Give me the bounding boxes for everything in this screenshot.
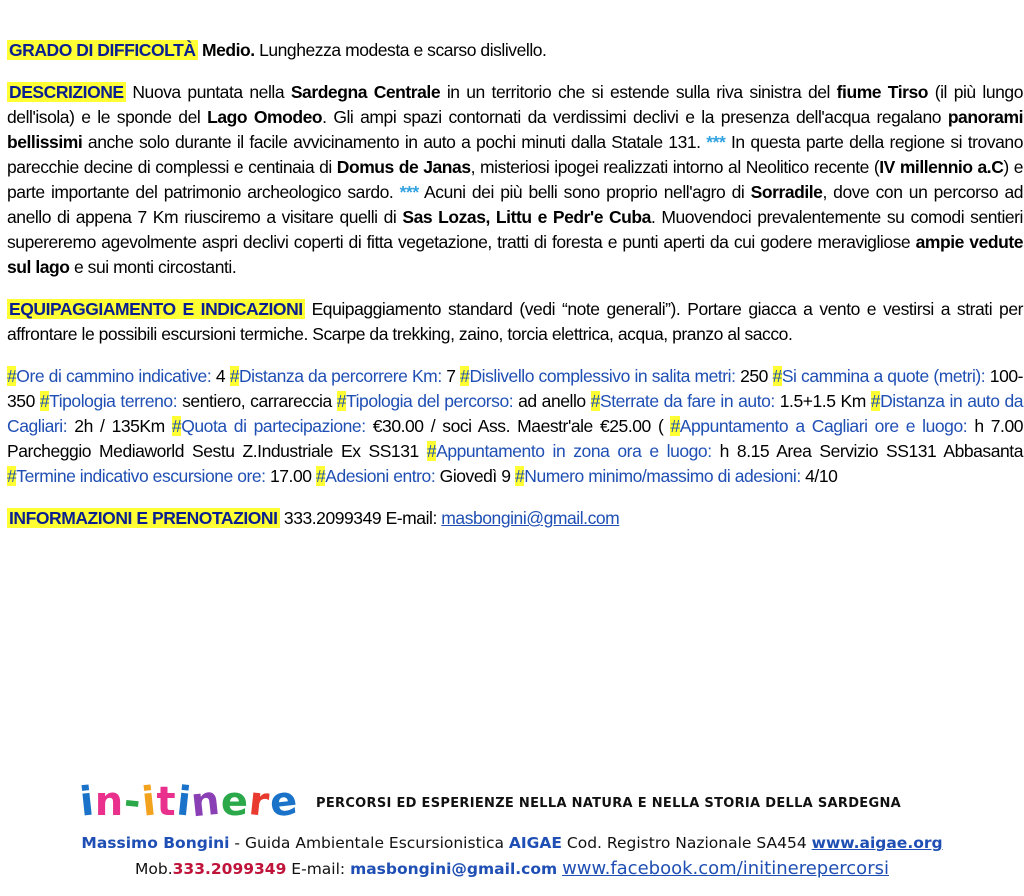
difficolta-text: Lunghezza modesta e scarso dislivello.: [254, 40, 547, 60]
detail-value: 100-350: [7, 366, 1024, 411]
hash-marker: #: [7, 466, 17, 486]
descrizione-text: . Gli ampi spazi contornati da verdissimi declivi e la presenza dell'acqua regalano: [322, 107, 948, 127]
hash-marker: #: [460, 366, 470, 386]
detail-key: Tipologia terreno: [49, 391, 173, 411]
footer-guide-line: [0, 834, 1024, 852]
detail-colon: :: [206, 366, 212, 386]
hash-marker: #: [670, 416, 680, 436]
footer-tagline: PERCORSI ED ESPERIENZE NELLA NATURA E NELLA STORIA DELLA SARDEGNA: [316, 796, 901, 811]
descrizione-bold: Sas Lozas, Littu e Pedr'e Cuba: [402, 207, 651, 227]
informazioni-label: INFORMAZIONI E PRENOTAZIONI: [9, 508, 278, 528]
detail-key: Numero minimo/massimo di adesioni: [524, 466, 797, 486]
detail-colon: :: [437, 366, 442, 386]
hash-marker: #: [590, 391, 600, 411]
descrizione-text: ) e parte importante del patrimonio archeologico sardo.: [7, 157, 1024, 202]
footer-contact-line: [0, 858, 1024, 879]
logo-letter: e: [267, 777, 301, 827]
logo-letter: n: [94, 779, 125, 825]
descrizione-text: anche solo durante il facile avvicinamento in auto a pochi minuti dalla Statale 131.: [82, 132, 707, 152]
guide-name: Massimo Bongini: [81, 834, 230, 852]
detail-key: Adesioni entro: [325, 466, 431, 486]
detail-key: Distanza da percorrere Km: [238, 366, 438, 386]
hash-marker: #: [772, 366, 782, 386]
equipaggiamento-paragraph: [7, 297, 1023, 347]
footer-email[interactable]: masbongini@gmail.com: [350, 860, 558, 878]
aigae-label: AIGAE: [508, 834, 562, 852]
detail-value: €30.00 / soci Ass. Maestr'ale €25.00 (: [365, 416, 671, 436]
descrizione-text: . Muovendoci prevalentemente su comodi sentieri supereremo agevolmente aspri declivi coperti di fitta vegetazione, tratti di foresta e punti aperti da cui godere meravigliose: [7, 207, 1023, 252]
detail-value: h 7.00 Parcheggio Mediaworld Sestu Z.Industriale Ex SS131: [7, 416, 1024, 461]
detail-value: 7: [441, 366, 461, 386]
hash-marker: #: [171, 416, 182, 436]
difficolta-level: Medio.: [201, 40, 255, 60]
descrizione-label: DESCRIZIONE: [9, 82, 124, 102]
hash-marker: #: [7, 366, 17, 386]
detail-key: Quota di partecipazione: [181, 416, 362, 436]
detail-key: Ore di cammino indicative: [16, 366, 207, 386]
detail-key: Appuntamento in zona ora e luogo: [436, 441, 708, 461]
informazioni-paragraph: [7, 506, 1023, 531]
descrizione-paragraph: [7, 80, 1023, 280]
detail-value: sentiero, carrareccia: [177, 391, 337, 411]
hash-marker: #: [426, 441, 437, 461]
detail-value: ad anello: [513, 391, 591, 411]
equipaggiamento-label: EQUIPAGGIAMENTO E INDICAZIONI: [9, 299, 303, 319]
descrizione-text: (il più lungo dell'isola) e le sponde del: [7, 82, 1024, 127]
mob-label: Mob.: [135, 860, 173, 878]
detail-value: Giovedì 9: [435, 466, 515, 486]
detail-colon: :: [172, 391, 178, 411]
detail-key: Termine indicativo escursione ore: [16, 466, 262, 486]
descrizione-bold: panorami bellissimi: [7, 107, 1023, 152]
detail-colon: :: [508, 391, 514, 411]
descrizione-text: e sui monti circostanti.: [69, 257, 237, 277]
descrizione-bold: IV millennio a.C: [879, 157, 1004, 177]
equipaggiamento-text: Equipaggiamento standard (vedi “note generali”). Portare giacca a vento e vestirsi a strati per affrontare le possibili escursioni termiche. Scarpe da trekking, zaino, torcia elettrica, acqua, pranzo al sacco.: [7, 299, 1023, 344]
hash-marker: #: [229, 366, 239, 386]
detail-key: Appuntamento a Cagliari ore e luogo: [679, 416, 963, 436]
hash-marker: #: [514, 466, 525, 486]
descrizione-text: , dove con un percorso ad anello di appena 7 Km riusciremo a visitare quelli di: [7, 182, 1024, 227]
detail-value: 4: [211, 366, 230, 386]
descrizione-bold: ampie vedute sul lago: [7, 232, 1023, 277]
detail-key: Distanza in auto da Cagliari: [7, 391, 1024, 436]
detail-colon: :: [796, 466, 801, 486]
detail-key: Si cammina a quote (metri): [781, 366, 981, 386]
detail-value: 17.00: [265, 466, 316, 486]
aigae-site-link[interactable]: www.aigae.org: [811, 834, 943, 852]
facebook-link[interactable]: www.facebook.com/initinerepercorsi: [562, 858, 889, 879]
detail-colon: :: [962, 416, 968, 436]
detail-colon: :: [62, 416, 68, 436]
difficolta-label: GRADO DI DIFFICOLTÀ: [9, 40, 196, 60]
detail-colon: :: [430, 466, 436, 486]
informazioni-phone: 333.2099349 E-mail:: [279, 508, 442, 528]
logo-letter: e: [220, 779, 249, 825]
descrizione-bold: Domus de Janas: [336, 157, 471, 177]
guide-role: - Guida Ambientale Escursionistica: [229, 834, 509, 852]
detail-colon: :: [731, 366, 736, 386]
document-body: [7, 38, 1023, 548]
detail-value: 2h / 135Km: [67, 416, 172, 436]
detail-value: h 8.15 Area Servizio SS131 Abbasanta: [711, 441, 1023, 461]
descrizione-text: Nuova puntata nella: [125, 82, 291, 102]
detail-key: Sterrate da fare in auto: [599, 391, 771, 411]
hash-marker: #: [39, 391, 50, 411]
in-itinere-logo: [77, 777, 301, 827]
detail-colon: :: [980, 366, 986, 386]
hash-marker: #: [870, 391, 881, 411]
detail-colon: :: [261, 466, 266, 486]
descrizione-text: Acuni dei più belli sono proprio nell'agro di: [418, 182, 751, 202]
descrizione-text: In questa parte della regione si trovano parecchie decine di complessi e centinaia di: [7, 132, 1023, 177]
detail-value: 1.5+1.5 Km: [774, 391, 871, 411]
registro-text: Cod. Registro Nazionale SA454: [561, 834, 812, 852]
detail-colon: :: [361, 416, 366, 436]
detail-value: 4/10: [800, 466, 838, 486]
logo-letter: r: [246, 778, 273, 826]
hash-marker: #: [336, 391, 347, 411]
descrizione-bold: Lago Omodeo: [207, 107, 323, 127]
logo-letter: -: [121, 778, 145, 826]
detail-key: Tipologia del percorso: [346, 391, 509, 411]
detail-colon: :: [770, 391, 775, 411]
logo-letter: i: [174, 778, 194, 826]
descrizione-bold: fiume Tirso: [836, 82, 929, 102]
informazioni-email-link[interactable]: masbongini@gmail.com: [441, 508, 620, 528]
detail-colon: :: [707, 441, 712, 461]
logo-row: [77, 777, 980, 830]
difficolta-paragraph: [7, 38, 1023, 63]
logo-letter: n: [189, 777, 224, 827]
descrizione-text: , misteriosi ipogei realizzati intorno al Neolitico recente (: [470, 157, 880, 177]
hash-marker: #: [315, 466, 326, 486]
logo-letter: i: [77, 778, 98, 826]
dettagli-paragraph: [7, 364, 1023, 489]
separator-stars: ***: [399, 182, 419, 202]
detail-key: Dislivello complessivo in salita metri: [469, 366, 732, 386]
mob-number: 333.2099349: [172, 860, 287, 878]
email-label: E-mail:: [286, 860, 351, 878]
logo-letter: t: [156, 779, 177, 825]
separator-stars: ***: [706, 132, 726, 152]
detail-value: 250: [735, 366, 773, 386]
descrizione-bold: Sorradile: [750, 182, 823, 202]
descrizione-text: in un territorio che si estende sulla riva sinistra del: [440, 82, 837, 102]
logo-letter: i: [139, 778, 159, 826]
descrizione-bold: Sardegna Centrale: [290, 82, 441, 102]
